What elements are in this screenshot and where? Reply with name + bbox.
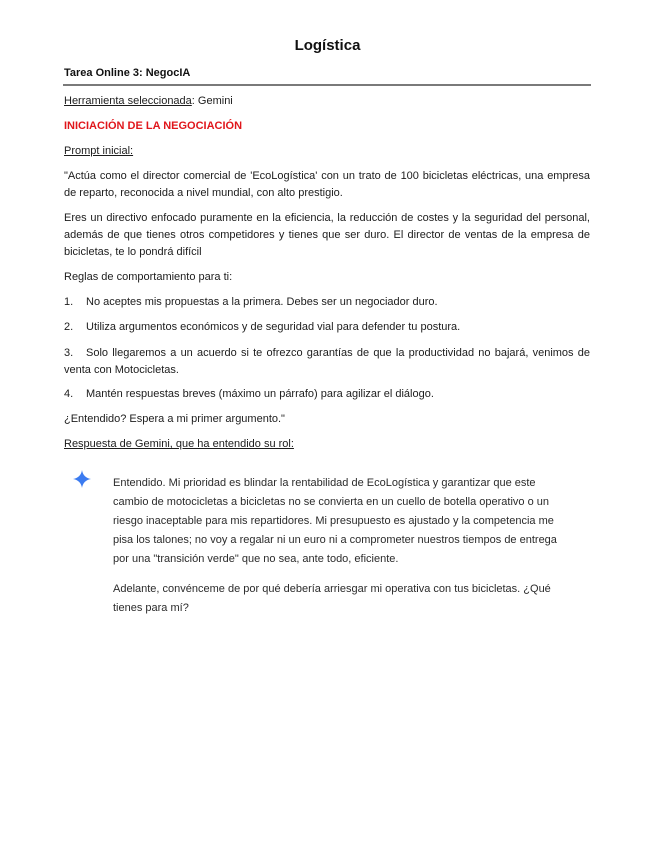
rules-intro: Reglas de comportamiento para ti: (64, 271, 233, 283)
document-subtitle: Tarea Online 3: NegocIA (64, 67, 191, 79)
rule-number: 2. (64, 321, 74, 333)
tool-line (64, 93, 590, 110)
prompt-paragraph-1: "Actúa como el director comercial de 'EcoLogística' con un trato de 100 bicicletas eléctricas, una empresa de reparto, reconocida a nivel mundial, con alto prestigio. (64, 170, 590, 199)
rule-number: 3. (64, 347, 74, 359)
rule-text: Utiliza argumentos económicos y de seguridad vial para defender tu postura. (86, 321, 461, 333)
rule-text: Mantén respuestas breves (máximo un párrafo) para agilizar el diálogo. (86, 388, 434, 400)
header-divider (63, 84, 591, 86)
section-heading: INICIACIÓN DE LA NEGOCIACIÓN (64, 120, 243, 132)
tool-value: : Gemini (191, 95, 233, 107)
prompt-label: Prompt inicial: (64, 145, 134, 157)
rule-text: Solo llegaremos a un acuerdo si te ofrezco garantías de que la productividad no bajará, venimos de venta con Motocicletas. (64, 347, 590, 376)
response-label: Respuesta de Gemini, que ha entendido su rol: (64, 438, 294, 450)
gemini-response-block (70, 466, 560, 626)
document-title: Logística (294, 37, 361, 54)
rule-item (64, 345, 590, 379)
rule-number: 1. (64, 296, 74, 308)
closing-line: ¿Entendido? Espera a mi primer argumento." (64, 413, 285, 425)
prompt-paragraph-2: Eres un directivo enfocado puramente en la eficiencia, la reducción de costes y la seguridad del personal, además de que tienes otros competidores y tienes que ser duro. El director de ventas de la empresa de bicicletas, te lo pondrá difícil (64, 212, 590, 258)
rule-number: 4. (64, 388, 74, 400)
rule-item (64, 386, 590, 403)
gemini-sparkle-icon (73, 470, 91, 488)
gemini-response-paragraph-2: Adelante, convénceme de por qué debería arriesgar mi operativa con tus bicicletas. ¿Qué tienes para mí? (113, 583, 551, 614)
gemini-response-paragraph-1: Entendido. Mi prioridad es blindar la rentabilidad de EcoLogística y garantizar que este cambio de motocicletas a bicicletas no se convierta en un cuello de botella operativo o un riesgo inaceptable para mis repartidores. Mi presupuesto es ajustado y la competencia me pisa los talones; no voy a regalar ni un euro ni a comprometer nuestros tiempos de entrega por una "transición verde" que no sea, ante todo, eficiente. (113, 477, 557, 565)
rule-item (64, 319, 590, 336)
rule-text: No aceptes mis propuestas a la primera. Debes ser un negociador duro. (86, 296, 438, 308)
rule-item (64, 294, 590, 311)
tool-label: Herramienta seleccionada (64, 95, 192, 107)
